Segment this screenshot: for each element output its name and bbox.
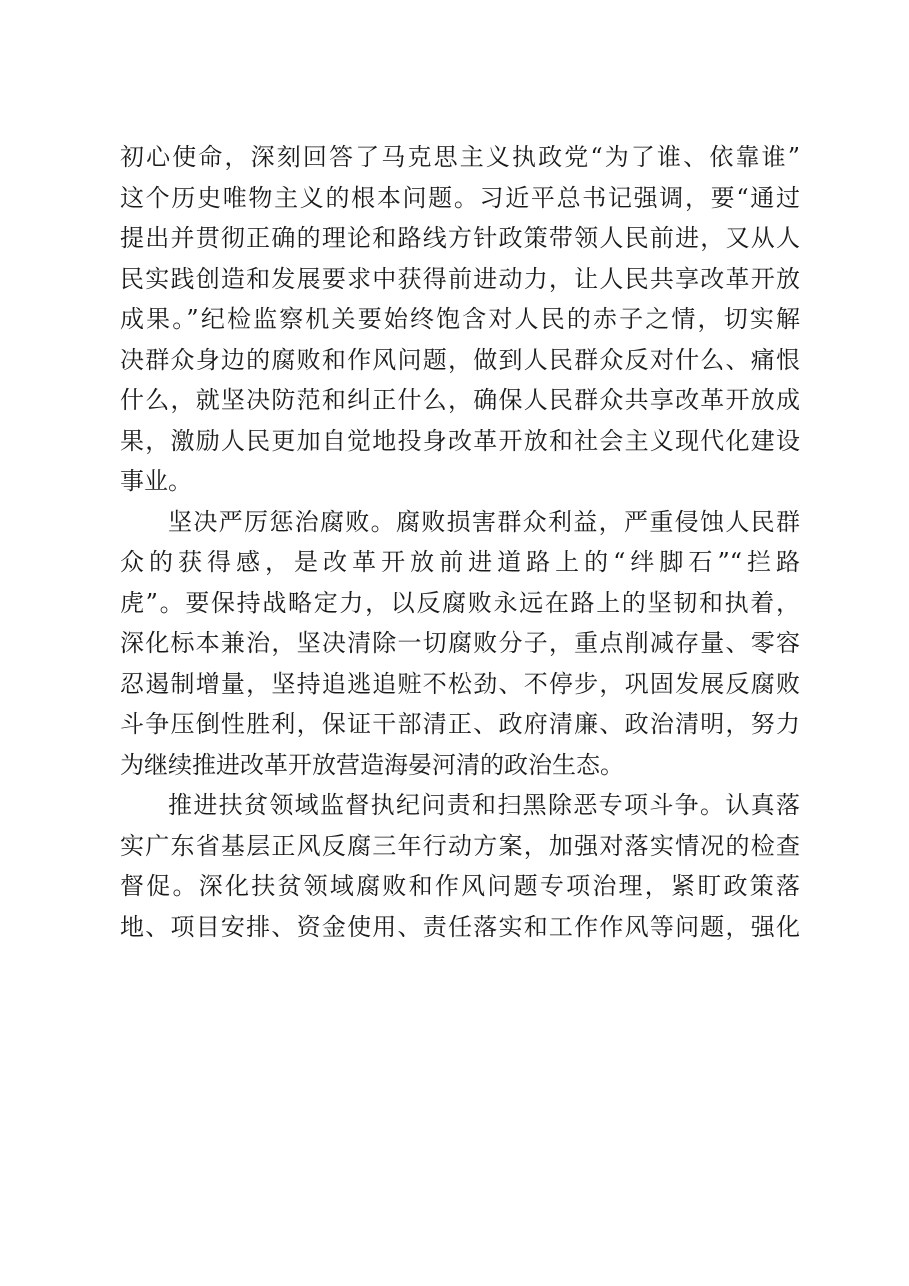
paragraph-1 (120, 137, 800, 502)
text-line: 推进扶贫领域监督执纪问责和扫黑除恶专项斗争。认真落 (168, 791, 800, 819)
text-line: 果，激励人民更加自觉地投身改革开放和社会主义现代化建设 (120, 426, 800, 455)
paragraph-2 (120, 502, 800, 786)
text-line: 事业。 (120, 467, 192, 495)
text-line: 决群众身边的腐败和作风问题，做到人民群众反对什么、痛恨 (120, 345, 800, 374)
text-line: 为继续推进改革开放营造海晏河清的政治生态。 (120, 750, 624, 779)
text-line: 众的获得感，是改革开放前进道路上的“绊脚石”“拦路 (120, 548, 800, 576)
text-line: 深化标本兼治，坚决清除一切腐败分子，重点削减存量、零容 (120, 629, 800, 657)
text-line: 民实践创造和发展要求中获得前进动力，让人民共享改革开放 (120, 264, 800, 293)
text-line: 忍遏制增量，坚持追逃追赃不松劲、不停步，巩固发展反腐败 (120, 669, 800, 698)
text-line: 提出并贯彻正确的理论和路线方针政策带领人民前进，又从人 (120, 224, 800, 252)
text-line: 什么，就坚决防范和纠正什么，确保人民群众共享改革开放成 (120, 386, 800, 414)
document-body (120, 137, 800, 947)
paragraph-3 (120, 785, 800, 947)
text-line: 地、项目安排、资金使用、责任落实和工作作风等问题，强化 (120, 912, 800, 941)
text-line: 督促。深化扶贫领域腐败和作风问题专项治理，紧盯政策落 (120, 872, 800, 900)
text-line: 初心使命，深刻回答了马克思主义执政党“为了谁、依靠谁” (120, 143, 800, 171)
text-line: 成果。”纪检监察机关要始终饱含对人民的赤子之情，切实解 (120, 305, 800, 333)
text-line: 斗争压倒性胜利，保证干部清正、政府清廉、政治清明，努力 (120, 710, 800, 738)
text-line: 实广东省基层正风反腐三年行动方案，加强对落实情况的检查 (120, 831, 800, 860)
text-line: 虎”。要保持战略定力，以反腐败永远在路上的坚韧和执着， (120, 588, 800, 617)
text-line: 这个历史唯物主义的根本问题。习近平总书记强调，要“通过 (120, 183, 800, 212)
text-line: 坚决严厉惩治腐败。腐败损害群众利益，严重侵蚀人民群 (168, 507, 800, 536)
